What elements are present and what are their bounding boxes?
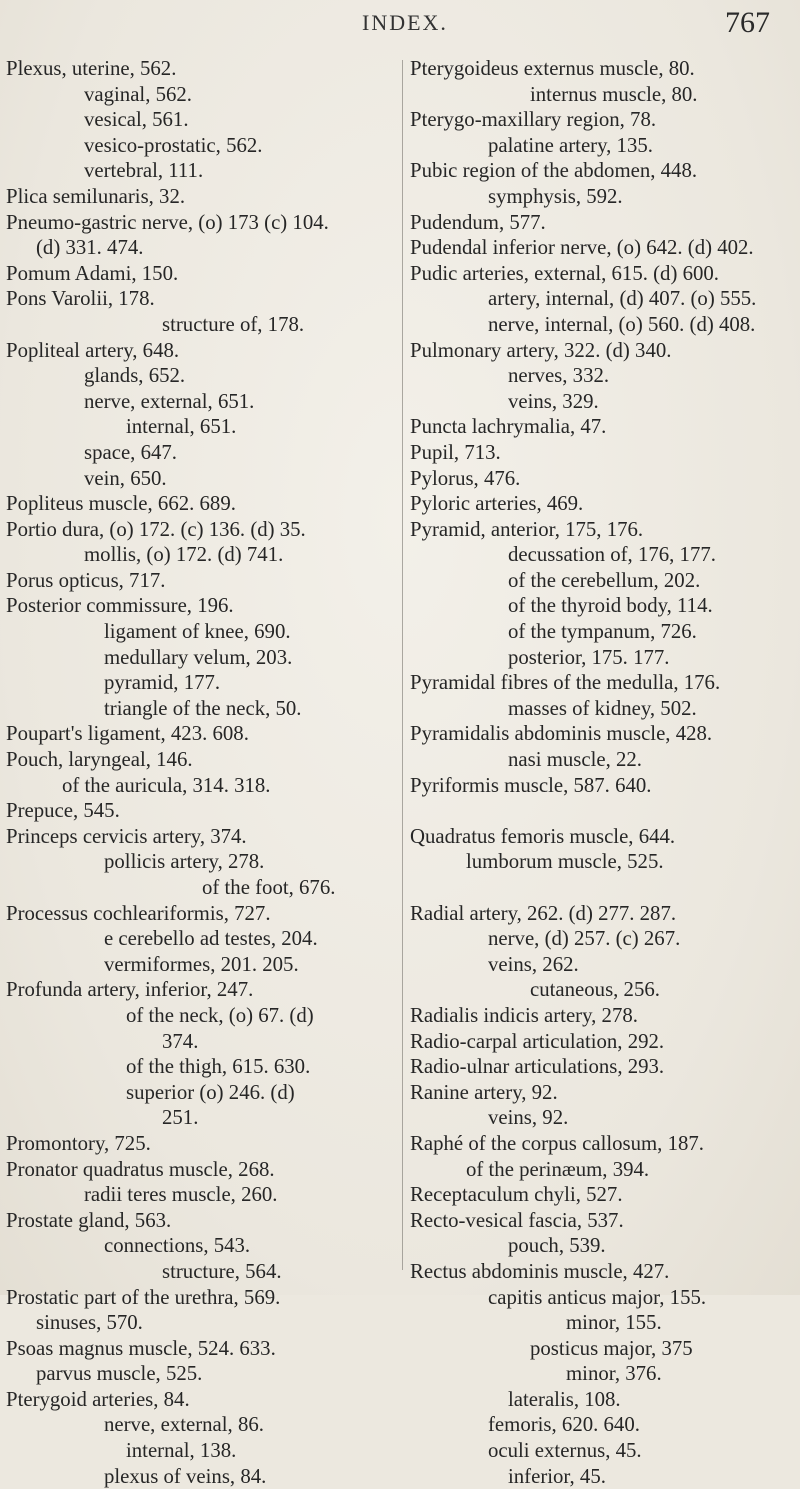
index-subentry: internal, 138. bbox=[126, 1439, 237, 1463]
index-entry: Pudic arteries, external, 615. (d) 600. bbox=[410, 261, 719, 285]
index-entry: Radio-ulnar articulations, 293. bbox=[410, 1055, 665, 1079]
index-entry: Receptaculum chyli, 527. bbox=[410, 1183, 623, 1207]
page-header bbox=[0, 6, 800, 46]
index-subentry: of the thyroid body, 114. bbox=[508, 594, 713, 618]
index-subentry: vesical, 561. bbox=[84, 108, 189, 132]
index-subentry: decussation of, 176, 177. bbox=[508, 543, 716, 567]
index-subentry: of the thigh, 615. 630. bbox=[126, 1055, 311, 1079]
index-entry: Poupart's ligament, 423. 608. bbox=[6, 722, 249, 746]
index-subentry: superior (o) 246. (d) bbox=[126, 1080, 295, 1104]
index-subentry: veins, 262. bbox=[488, 952, 579, 976]
index-subentry: radii teres muscle, 260. bbox=[84, 1183, 278, 1207]
index-entry: Pudendal inferior nerve, (o) 642. (d) 402. bbox=[410, 236, 754, 260]
index-subentry: pollicis artery, 278. bbox=[104, 850, 265, 874]
index-entry: Radialis indicis artery, 278. bbox=[410, 1003, 638, 1027]
index-entry: Pomum Adami, 150. bbox=[6, 261, 179, 285]
index-entry: Prostate gland, 563. bbox=[6, 1208, 172, 1232]
index-subentry: medullary velum, 203. bbox=[104, 645, 293, 669]
index-entry: Pyriformis muscle, 587. 640. bbox=[410, 773, 652, 797]
index-subentry: cutaneous, 256. bbox=[530, 978, 660, 1002]
index-subentry: connections, 543. bbox=[104, 1234, 251, 1258]
index-subentry: space, 647. bbox=[84, 440, 177, 464]
index-subentry: oculi externus, 45. bbox=[488, 1439, 642, 1463]
index-subentry: nerve, (d) 257. (c) 267. bbox=[488, 927, 681, 951]
index-entry: Princeps cervicis artery, 374. bbox=[6, 824, 247, 848]
index-entry: Pupil, 713. bbox=[410, 440, 501, 464]
index-entry: Puncta lachrymalia, 47. bbox=[410, 415, 607, 439]
index-entry: Radial artery, 262. (d) 277. 287. bbox=[410, 901, 677, 925]
index-subentry: vaginal, 562. bbox=[84, 82, 193, 106]
index-subentry: nasi muscle, 22. bbox=[508, 748, 643, 772]
index-entry: Ranine artery, 92. bbox=[410, 1080, 558, 1104]
index-entry: Popliteus muscle, 662. 689. bbox=[6, 492, 236, 516]
index-entry: Raphé of the corpus callosum, 187. bbox=[410, 1131, 704, 1155]
index-subentry: of the auricula, 314. 318. bbox=[62, 773, 271, 797]
index-entry: Recto-vesical fascia, 537. bbox=[410, 1208, 624, 1232]
index-entry: Quadratus femoris muscle, 644. bbox=[410, 824, 676, 848]
index-subentry: of the tympanum, 726. bbox=[508, 620, 697, 644]
index-subentry: structure, 564. bbox=[162, 1259, 282, 1283]
index-entry: Prepuce, 545. bbox=[6, 799, 120, 823]
index-subentry: pyramid, 177. bbox=[104, 671, 221, 695]
page-number: 767 bbox=[725, 6, 770, 39]
index-subentry: capitis anticus major, 155. bbox=[488, 1285, 707, 1309]
index-entry: Psoas magnus muscle, 524. 633. bbox=[6, 1336, 276, 1360]
index-subentry: 251. bbox=[162, 1106, 199, 1130]
index-entry: Pterygoid arteries, 84. bbox=[6, 1387, 190, 1411]
running-title: INDEX. bbox=[362, 10, 448, 35]
index-entry: Rectus abdominis muscle, 427. bbox=[410, 1259, 670, 1283]
index-entry: Pterygoideus externus muscle, 80. bbox=[410, 57, 695, 80]
index-entry: Pubic region of the abdomen, 448. bbox=[410, 159, 698, 183]
column-divider bbox=[402, 60, 403, 1270]
index-entry: Porus opticus, 717. bbox=[6, 568, 166, 592]
index-entry: Plica semilunaris, 32. bbox=[6, 184, 186, 208]
index-entry: Prostatic part of the urethra, 569. bbox=[6, 1285, 281, 1309]
index-subentry: mollis, (o) 172. (d) 741. bbox=[84, 543, 284, 567]
index-subentry: femoris, 620. 640. bbox=[488, 1413, 640, 1437]
index-subentry: nerve, internal, (o) 560. (d) 408. bbox=[488, 312, 756, 336]
index-subentry: posticus major, 375 bbox=[530, 1336, 693, 1360]
index-entry: Pronator quadratus muscle, 268. bbox=[6, 1157, 275, 1181]
index-subentry: of the perinæum, 394. bbox=[466, 1157, 650, 1181]
index-subentry: masses of kidney, 502. bbox=[508, 696, 697, 720]
index-subentry: internal, 651. bbox=[126, 415, 237, 439]
index-subentry: internus muscle, 80. bbox=[530, 82, 698, 106]
index-entry: Pterygo-maxillary region, 78. bbox=[410, 108, 657, 132]
index-subentry: symphysis, 592. bbox=[488, 184, 623, 208]
index-entry: Pulmonary artery, 322. (d) 340. bbox=[410, 338, 672, 362]
left-index-column bbox=[6, 56, 398, 1489]
index-subentry: nerve, external, 86. bbox=[104, 1413, 264, 1437]
index-subentry: palatine artery, 135. bbox=[488, 133, 653, 157]
index-entry: Promontory, 725. bbox=[6, 1131, 151, 1155]
index-entry: Portio dura, (o) 172. (c) 136. (d) 35. bbox=[6, 517, 306, 541]
index-subentry: minor, 376. bbox=[566, 1362, 662, 1386]
index-entry: Processus cochleariformis, 727. bbox=[6, 901, 271, 925]
index-subentry: structure of, 178. bbox=[162, 312, 305, 336]
index-subentry: (d) 331. 474. bbox=[36, 236, 144, 260]
index-subentry: vermiformes, 201. 205. bbox=[104, 952, 299, 976]
index-subentry: glands, 652. bbox=[84, 364, 186, 388]
index-subentry: sinuses, 570. bbox=[36, 1311, 143, 1335]
section-gap bbox=[410, 875, 798, 901]
index-subentry: lateralis, 108. bbox=[508, 1387, 621, 1411]
index-subentry: minor, 155. bbox=[566, 1311, 662, 1335]
index-entry: Pyramid, anterior, 175, 176. bbox=[410, 517, 644, 541]
index-subentry: of the neck, (o) 67. (d) bbox=[126, 1003, 314, 1027]
index-entry: Pudendum, 577. bbox=[410, 210, 546, 234]
section-gap bbox=[410, 798, 798, 824]
index-subentry: pouch, 539. bbox=[508, 1234, 606, 1258]
index-subentry: vertebral, 111. bbox=[84, 159, 204, 183]
index-subentry: ligament of knee, 690. bbox=[104, 620, 291, 644]
index-subentry: 374. bbox=[162, 1029, 199, 1053]
index-entry: Radio-carpal articulation, 292. bbox=[410, 1029, 665, 1053]
index-subentry: artery, internal, (d) 407. (o) 555. bbox=[488, 287, 757, 311]
index-subentry: vesico-prostatic, 562. bbox=[84, 133, 263, 157]
index-subentry: veins, 329. bbox=[508, 389, 599, 413]
index-subentry: inferior, 45. bbox=[508, 1464, 606, 1488]
index-entry: Posterior commissure, 196. bbox=[6, 594, 234, 618]
right-index-column bbox=[410, 56, 798, 1489]
index-entry: Pylorus, 476. bbox=[410, 466, 521, 490]
index-subentry: nerves, 332. bbox=[508, 364, 610, 388]
index-subentry: nerve, external, 651. bbox=[84, 389, 255, 413]
index-subentry: veins, 92. bbox=[488, 1106, 569, 1130]
index-entry: Pyloric arteries, 469. bbox=[410, 492, 584, 516]
index-entry: Popliteal artery, 648. bbox=[6, 338, 180, 362]
index-subentry: lumborum muscle, 525. bbox=[466, 850, 664, 874]
index-subentry: parvus muscle, 525. bbox=[36, 1362, 203, 1386]
index-subentry: triangle of the neck, 50. bbox=[104, 696, 302, 720]
index-entry: Plexus, uterine, 562. bbox=[6, 57, 177, 80]
index-entry: Pneumo-gastric nerve, (o) 173 (c) 104. bbox=[6, 210, 329, 234]
index-subentry: vein, 650. bbox=[84, 466, 167, 490]
index-subentry: of the foot, 676. bbox=[202, 876, 336, 899]
index-subentry: posterior, 175. 177. bbox=[508, 645, 670, 669]
index-subentry: e cerebello ad testes, 204. bbox=[104, 927, 318, 951]
index-subentry: plexus of veins, 84. bbox=[104, 1464, 267, 1488]
index-entry: Pons Varolii, 178. bbox=[6, 287, 155, 311]
index-entry: Pouch, laryngeal, 146. bbox=[6, 748, 193, 772]
index-subentry: of the cerebellum, 202. bbox=[508, 568, 701, 592]
index-entry: Pyramidalis abdominis muscle, 428. bbox=[410, 722, 713, 746]
index-entry: Profunda artery, inferior, 247. bbox=[6, 978, 254, 1002]
index-entry: Pyramidal fibres of the medulla, 176. bbox=[410, 671, 721, 695]
